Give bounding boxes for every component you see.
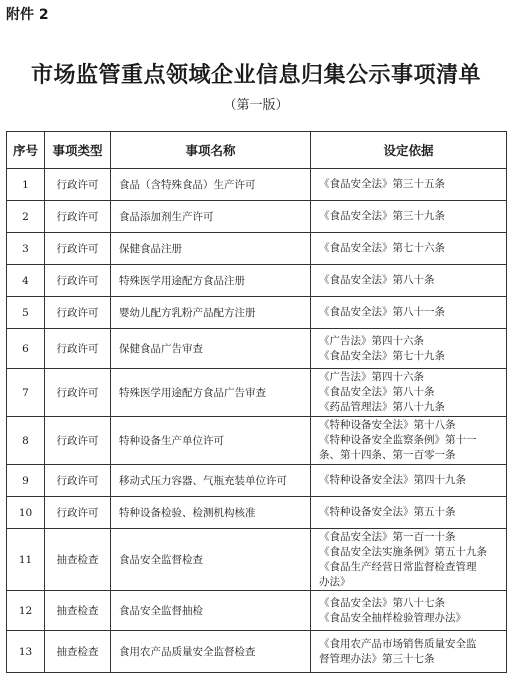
table-row [7,417,507,465]
table-row [7,233,507,265]
legal-basis-line: 《广告法》第四十六条 [319,334,424,347]
table-row [7,329,507,369]
legal-basis-line: 《食品安全法》第八十七条 [319,596,445,609]
row-item-name: 食用农产品质量安全监督检查 [111,631,311,673]
row-legal-basis [311,529,507,591]
row-item-type: 行政许可 [45,201,111,233]
row-item-type: 行政许可 [45,497,111,529]
header-item-name: 事项名称 [111,132,311,169]
row-number: 9 [7,465,45,497]
row-legal-basis [311,497,507,529]
table-body [7,169,507,673]
row-item-type: 行政许可 [45,417,111,465]
row-legal-basis [311,201,507,233]
row-number: 2 [7,201,45,233]
row-item-type: 抽查检查 [45,631,111,673]
row-legal-basis [311,297,507,329]
row-item-name: 保健食品广告审查 [111,329,311,369]
row-number: 1 [7,169,45,201]
row-legal-basis [311,329,507,369]
legal-basis-line: 办法》 [319,575,351,588]
legal-basis-line: 《食品安全法》第八十条 [319,386,435,398]
row-number: 12 [7,591,45,631]
items-table [6,131,507,673]
row-item-name: 特殊医学用途配方食品注册 [111,265,311,297]
legal-basis-line: 《特种设备安全法》第十八条 [319,419,456,431]
legal-basis-line: 《食品安全法》第三十五条 [319,178,445,190]
legal-basis-line: 督管理办法》第三十七条 [319,652,435,665]
row-item-name: 食品添加剂生产许可 [111,201,311,233]
row-number: 4 [7,265,45,297]
row-number: 13 [7,631,45,673]
legal-basis-line: 《药品管理法》第八十九条 [319,401,445,413]
legal-basis-line: 《特种设备安全法》第五十条 [319,506,456,518]
legal-basis-line: 《食用农产品市场销售质量安全监 [319,637,477,650]
row-item-type: 行政许可 [45,329,111,369]
row-item-name: 食品安全监督检查 [111,529,311,591]
legal-basis-line: 《广告法》第四十六条 [319,371,424,383]
header-legal-basis: 设定依据 [311,132,507,169]
legal-basis-line: 《食品安全抽样检验管理办法》 [319,611,466,624]
row-number: 7 [7,369,45,417]
header-item-type: 事项类型 [45,132,111,169]
table-row [7,497,507,529]
row-legal-basis [311,417,507,465]
legal-basis-line: 《特种设备安全法》第四十九条 [319,474,466,486]
row-item-type: 行政许可 [45,233,111,265]
legal-basis-line: 《食品安全法》第一百一十条 [319,530,456,543]
row-number: 5 [7,297,45,329]
row-item-type: 行政许可 [45,465,111,497]
row-legal-basis [311,591,507,631]
row-legal-basis [311,465,507,497]
row-number: 3 [7,233,45,265]
legal-basis-line: 《食品安全法》第八十条 [319,274,435,286]
row-item-name: 食品安全监督抽检 [111,591,311,631]
row-number: 8 [7,417,45,465]
row-item-type: 行政许可 [45,297,111,329]
row-item-name: 食品（含特殊食品）生产许可 [111,169,311,201]
row-legal-basis [311,631,507,673]
row-item-type: 抽查检查 [45,529,111,591]
row-number: 10 [7,497,45,529]
row-legal-basis [311,265,507,297]
document-subtitle: （第一版） [223,98,289,113]
row-item-name: 特殊医学用途配方食品广告审查 [111,369,311,417]
table-row [7,369,507,417]
header-number: 序号 [7,132,45,169]
table-row [7,591,507,631]
table-header-row [7,132,507,169]
table-row [7,169,507,201]
row-item-name: 移动式压力容器、气瓶充装单位许可 [111,465,311,497]
row-item-type: 抽查检查 [45,591,111,631]
legal-basis-line: 《食品安全法》第七十六条 [319,242,445,254]
table-row [7,465,507,497]
row-number: 6 [7,329,45,369]
table-row [7,201,507,233]
row-item-name: 婴幼儿配方乳粉产品配方注册 [111,297,311,329]
legal-basis-line: 《食品安全法》第七十九条 [319,349,445,362]
attachment-label: 附件 2 [6,7,49,23]
legal-basis-line: 《食品安全法实施条例》第五十九条 [319,545,487,558]
legal-basis-line: 条、第十四条、第一百零一条 [319,449,456,461]
row-item-name: 特种设备生产单位许可 [111,417,311,465]
document-title: 市场监管重点领域企业信息归集公示事项清单 [30,62,481,88]
row-item-type: 行政许可 [45,369,111,417]
row-legal-basis [311,169,507,201]
row-item-type: 行政许可 [45,169,111,201]
legal-basis-line: 《特种设备安全监察条例》第十一 [319,434,477,446]
row-legal-basis [311,369,507,417]
row-legal-basis [311,233,507,265]
row-item-name: 特种设备检验、检测机构核准 [111,497,311,529]
legal-basis-line: 《食品安全法》第八十一条 [319,306,445,318]
legal-basis-line: 《食品生产经营日常监督检查管理 [319,560,477,573]
table-row [7,529,507,591]
row-item-type: 行政许可 [45,265,111,297]
table-row [7,631,507,673]
table-row [7,265,507,297]
table-row [7,297,507,329]
legal-basis-line: 《食品安全法》第三十九条 [319,210,445,222]
row-number: 11 [7,529,45,591]
row-item-name: 保健食品注册 [111,233,311,265]
